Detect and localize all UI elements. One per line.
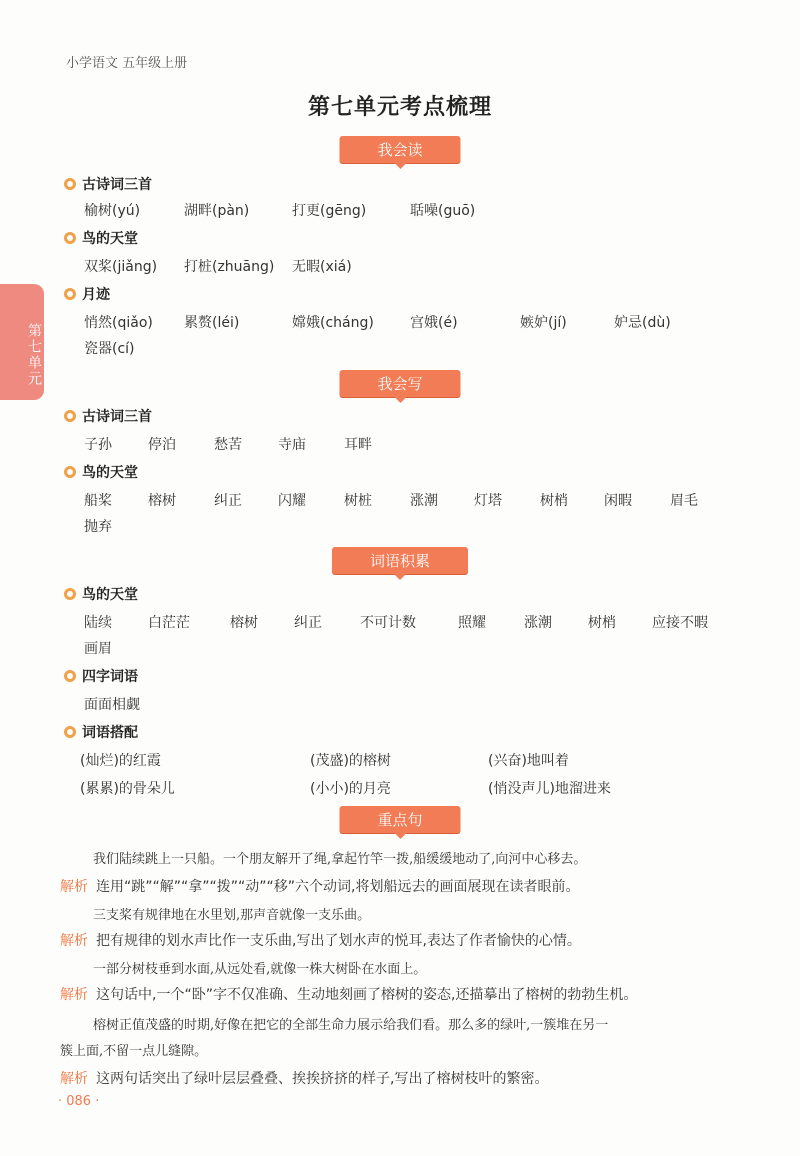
word: 无暇(xiá) — [292, 259, 352, 275]
analysis: 解析 这两句话突出了绿叶层层叠叠、挨挨挤挤的样子,写出了榕树枝叶的繁密。 — [60, 1071, 549, 1087]
key-sentence: 三支桨有规律地在水里划,那声音就像一支乐曲。 — [93, 908, 371, 923]
banner-write: 我会写 — [339, 370, 460, 397]
section-title: 古诗词三首 — [64, 174, 152, 194]
word: 湖畔(pàn) — [184, 203, 250, 219]
word: 闲暇 — [604, 493, 632, 509]
word: 白茫茫 — [148, 615, 190, 631]
analysis: 解析 这句话中,一个“卧”字不仅准确、生动地刻画了榕树的姿态,还描摹出了榕树的勃勃生机。 — [60, 987, 638, 1003]
word: 寺庙 — [278, 437, 306, 453]
word: 悄然(qiǎo) — [84, 315, 153, 331]
section-title: 月迹 — [64, 284, 110, 304]
word: 榕树 — [230, 615, 258, 631]
ring-bullet-icon — [64, 726, 76, 738]
ring-bullet-icon — [64, 588, 76, 600]
word: 照耀 — [458, 615, 486, 631]
analysis-tag: 解析 — [60, 1071, 88, 1087]
banner-read: 我会读 — [339, 136, 460, 163]
analysis-tag: 解析 — [60, 987, 88, 1003]
word: 面面相觑 — [84, 697, 140, 713]
ring-bullet-icon — [64, 670, 76, 682]
word: 耳畔 — [344, 437, 372, 453]
key-sentence: 我们陆续跳上一只船。一个朋友解开了绳,拿起竹竿一拨,船缓缓地动了,向河中心移去。 — [93, 852, 587, 867]
word: 榆树(yú) — [84, 203, 141, 219]
word-pair: (灿烂)的红霞 — [80, 753, 161, 769]
ring-bullet-icon — [64, 178, 76, 190]
word: 陆续 — [84, 615, 112, 631]
word-pair: (兴奋)地叫着 — [488, 753, 569, 769]
section-title: 鸟的天堂 — [64, 584, 138, 604]
word: 纠正 — [214, 493, 242, 509]
banner-vocab: 词语积累 — [332, 547, 468, 574]
analysis-tag: 解析 — [60, 933, 88, 949]
word: 闪耀 — [278, 493, 306, 509]
word: 打桩(zhuāng) — [184, 259, 275, 275]
word: 双桨(jiǎng) — [84, 259, 158, 275]
word: 嫦娥(cháng) — [292, 315, 374, 331]
ring-bullet-icon — [64, 232, 76, 244]
ring-bullet-icon — [64, 466, 76, 478]
word: 灯塔 — [474, 493, 502, 509]
section-title: 鸟的天堂 — [64, 228, 138, 248]
key-sentence: 一部分树枝垂到水面,从远处看,就像一株大树卧在水面上。 — [93, 962, 427, 977]
word: 聒噪(guō) — [410, 203, 476, 219]
word: 累赘(léi) — [184, 315, 240, 331]
word: 眉毛 — [670, 493, 698, 509]
analysis-tag: 解析 — [60, 879, 88, 895]
section-title: 四字词语 — [64, 666, 138, 686]
word-pair: (小小)的月亮 — [310, 781, 391, 797]
word: 打更(gēng) — [292, 203, 367, 219]
section-title: 鸟的天堂 — [64, 462, 138, 482]
word: 涨潮 — [410, 493, 438, 509]
analysis: 解析 连用“跳”“解”“拿”“拨”“动”“移”六个动词,将划船远去的画面展现在读者眼前。 — [60, 879, 580, 895]
ring-bullet-icon — [64, 410, 76, 422]
key-sentence-cont: 簇上面,不留一点儿缝隙。 — [60, 1044, 208, 1059]
word: 榕树 — [148, 493, 176, 509]
word: 纠正 — [294, 615, 322, 631]
side-tab: 第七单元 — [0, 284, 44, 400]
ring-bullet-icon — [64, 288, 76, 300]
word-pair: (累累)的骨朵儿 — [80, 781, 175, 797]
word: 不可计数 — [360, 615, 416, 631]
key-sentence: 榕树正值茂盛的时期,好像在把它的全部生命力展示给我们看。那么多的绿叶,一簇堆在另一 — [93, 1018, 609, 1033]
word-pair: (茂盛)的榕树 — [310, 753, 391, 769]
word: 船桨 — [84, 493, 112, 509]
word: 涨潮 — [524, 615, 552, 631]
word: 宫娥(é) — [410, 315, 458, 331]
word: 画眉 — [84, 641, 112, 657]
page-number: · 086 · — [58, 1094, 100, 1109]
word: 树梢 — [588, 615, 616, 631]
word: 应接不暇 — [652, 615, 708, 631]
word: 停泊 — [148, 437, 176, 453]
section-title: 词语搭配 — [64, 722, 138, 742]
word: 子孙 — [84, 437, 112, 453]
word-pair: (悄没声儿)地溜进来 — [488, 781, 611, 797]
word: 瓷器(cí) — [84, 341, 135, 357]
word: 树桩 — [344, 493, 372, 509]
banner-key-sentences: 重点句 — [339, 806, 460, 833]
word: 愁苦 — [214, 437, 242, 453]
word: 抛弃 — [84, 519, 112, 535]
word: 树梢 — [540, 493, 568, 509]
page-title: 第七单元考点梳理 — [307, 95, 492, 120]
word: 嫉妒(jí) — [520, 315, 567, 331]
section-title: 古诗词三首 — [64, 406, 152, 426]
analysis: 解析 把有规律的划水声比作一支乐曲,写出了划水声的悦耳,表达了作者愉快的心情。 — [60, 933, 581, 949]
word: 妒忌(dù) — [614, 315, 671, 331]
header-text: 小学语文 五年级上册 — [66, 56, 188, 71]
